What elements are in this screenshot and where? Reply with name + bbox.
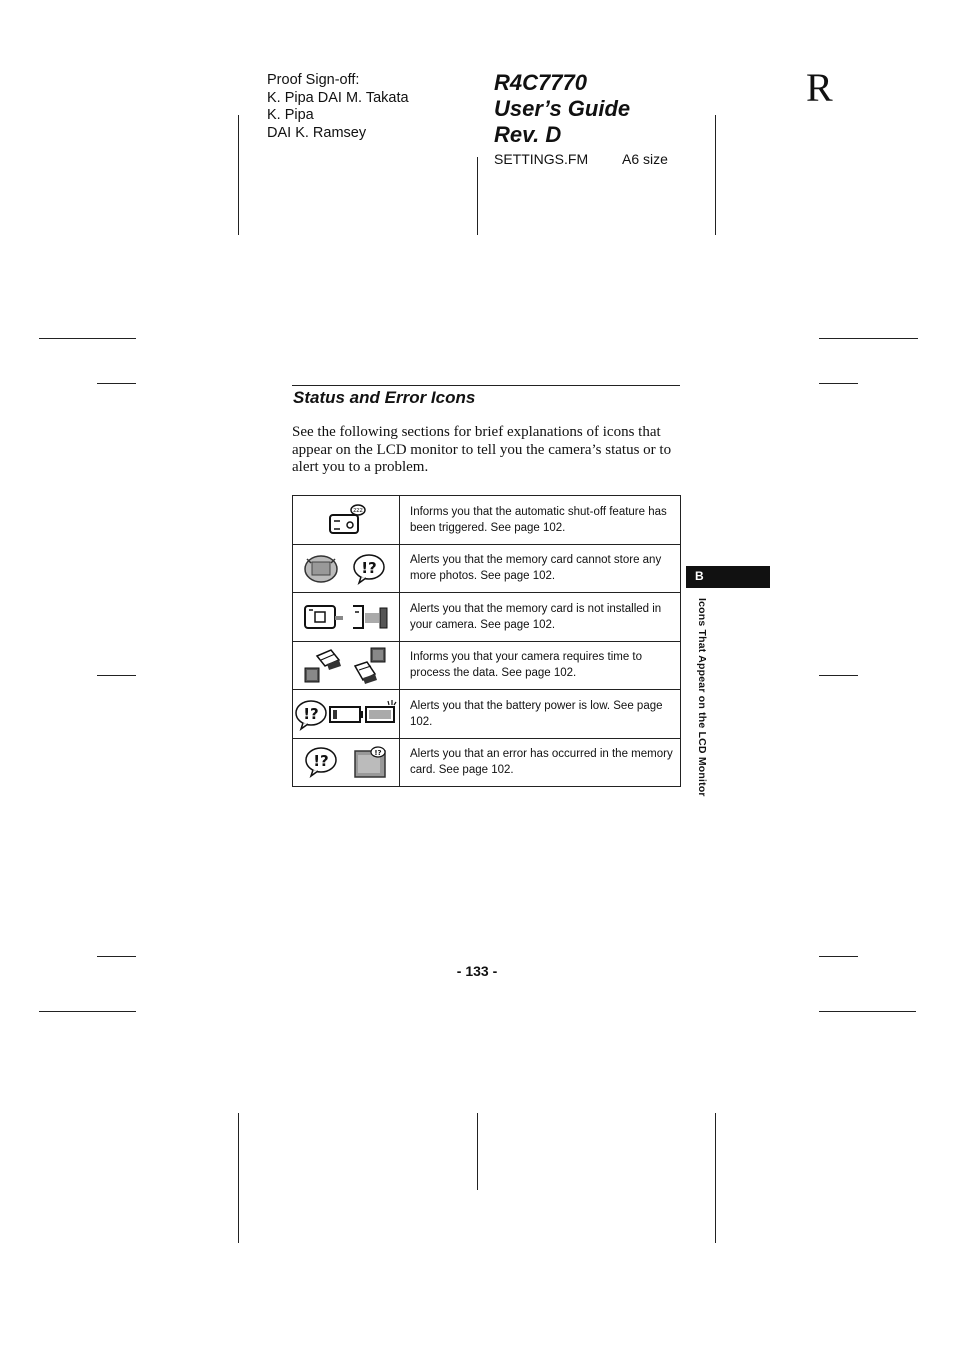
table-row xyxy=(293,690,681,739)
row-description: Alerts you that the memory card cannot store any more photos. See page 102. xyxy=(400,544,681,593)
crop-mark xyxy=(715,1113,716,1243)
file-info xyxy=(494,151,668,167)
icon-cell xyxy=(293,641,400,690)
chapter-letter: B xyxy=(695,569,704,583)
table-row xyxy=(293,544,681,593)
crop-mark xyxy=(477,157,478,235)
proof-line: K. Pipa DAI M. Takata xyxy=(267,89,409,106)
title-line: R4C7770 xyxy=(494,70,587,95)
row-description: Alerts you that an error has occurred in the memory card. See page 102. xyxy=(400,738,681,787)
memory-card-error-icon xyxy=(303,745,389,779)
row-description: Informs you that your camera requires time to process the data. See page 102. xyxy=(400,641,681,690)
heading-rule xyxy=(292,385,680,386)
memory-card-full-icon xyxy=(303,551,389,585)
crop-mark xyxy=(97,675,136,676)
proof-line: Proof Sign-off: xyxy=(267,72,360,88)
table-row xyxy=(293,593,681,642)
proof-line: DAI K. Ramsey xyxy=(267,124,367,141)
proof-signoff xyxy=(267,72,409,142)
table-row xyxy=(293,641,681,690)
registration-letter: R xyxy=(806,65,833,110)
icon-cell xyxy=(293,593,400,642)
crop-mark xyxy=(238,115,239,235)
crop-mark xyxy=(97,956,136,957)
proof-line: K. Pipa xyxy=(267,107,314,123)
crop-mark xyxy=(819,383,858,384)
chapter-tab xyxy=(686,566,770,588)
crop-mark xyxy=(819,1011,916,1012)
icon-table xyxy=(292,495,681,787)
page-size: A6 size xyxy=(622,151,668,167)
crop-mark xyxy=(97,383,136,384)
crop-mark xyxy=(477,1113,478,1190)
camera-sleep-icon xyxy=(326,503,366,537)
svg-text:!?: !? xyxy=(374,749,382,758)
crop-mark xyxy=(39,338,136,339)
document-title xyxy=(494,70,630,148)
row-description: Alerts you that the memory card is not installed in your camera. See page 102. xyxy=(400,593,681,642)
icon-cell xyxy=(293,690,400,739)
svg-text:!?: !? xyxy=(303,704,319,723)
svg-text:!?: !? xyxy=(313,752,329,771)
svg-text:!?: !? xyxy=(361,559,377,578)
low-battery-icon xyxy=(294,697,398,731)
icon-cell xyxy=(293,544,400,593)
page-number: - 133 - xyxy=(456,963,498,979)
table-row xyxy=(293,738,681,787)
table-row xyxy=(293,496,681,545)
crop-mark xyxy=(715,115,716,235)
memory-card-not-installed-icon xyxy=(303,600,389,634)
row-description: Alerts you that the battery power is low. See page 102. xyxy=(400,690,681,739)
title-line: User’s Guide xyxy=(494,96,631,121)
crop-mark xyxy=(39,1011,136,1012)
chapter-side-label: Icons That Appear on the LCD Monitor xyxy=(696,598,708,797)
icon-cell xyxy=(293,738,400,787)
title-line: Rev. D xyxy=(494,122,562,147)
icon-cell xyxy=(293,496,400,545)
crop-mark xyxy=(238,1113,239,1243)
crop-mark xyxy=(819,675,858,676)
crop-mark xyxy=(819,956,858,957)
file-name: SETTINGS.FM xyxy=(494,151,589,167)
svg-text:zzz: zzz xyxy=(353,506,363,514)
crop-mark xyxy=(819,338,918,339)
section-heading: Status and Error Icons xyxy=(293,388,476,407)
row-description: Informs you that the automatic shut-off feature has been triggered. See page 102. xyxy=(400,496,681,545)
intro-paragraph: See the following sections for brief explanations of icons that appear on the LCD monitor to tell you the camera’s status or to alert you to a problem. xyxy=(292,424,672,475)
processing-data-icon xyxy=(303,644,389,686)
